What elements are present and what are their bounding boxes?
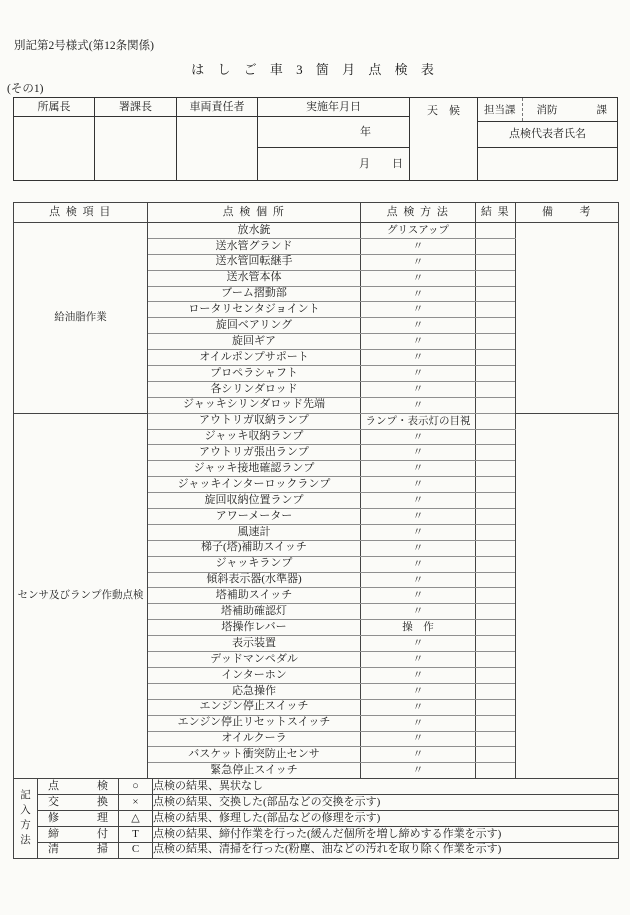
inspection-row	[14, 413, 619, 429]
legend-description: 点検の結果、修理した(部品などの修理を示す)	[153, 810, 619, 826]
page-title: は し ご 車 3 箇 月 点 検 表	[191, 62, 439, 77]
result-cell	[476, 683, 516, 699]
section-value-suffix: 課	[596, 105, 607, 116]
inspection-method: 〃	[361, 286, 476, 302]
legend-symbol-name	[38, 842, 119, 858]
result-cell	[476, 763, 516, 779]
inspection-method: グリスアップ	[361, 223, 476, 239]
inspection-location: 送水管本体	[148, 270, 361, 286]
inspection-method: ランプ・表示灯の目視	[361, 413, 476, 429]
inspection-location: アウトリガ収納ランプ	[148, 413, 361, 429]
inspection-method: 〃	[361, 238, 476, 254]
result-cell	[476, 429, 516, 445]
result-cell	[476, 652, 516, 668]
inspection-method: 〃	[361, 334, 476, 350]
result-cell	[476, 223, 516, 239]
vehicle-manager-label: 車両責任者	[177, 98, 257, 117]
legend-symbol-name	[38, 826, 119, 842]
inspection-table-header-row	[14, 203, 619, 223]
result-cell	[476, 493, 516, 509]
legend-side-label: 記 入 方 法	[14, 779, 38, 858]
inspection-method: 〃	[361, 397, 476, 413]
legend-label-right: 検	[97, 779, 108, 792]
result-cell	[476, 477, 516, 493]
inspector-name-entry-cell	[478, 148, 617, 180]
inspection-method: 〃	[361, 445, 476, 461]
inspection-method: 〃	[361, 477, 476, 493]
inspection-location: 放水銃	[148, 223, 361, 239]
result-cell	[476, 699, 516, 715]
remarks-cell	[516, 223, 619, 414]
inspection-location: ジャッキ接地確認ランプ	[148, 461, 361, 477]
month-day-cell: 月 日	[359, 158, 403, 170]
inspection-location: 塔補助確認灯	[148, 604, 361, 620]
vehicle-manager-column	[177, 98, 258, 180]
result-cell	[476, 445, 516, 461]
inspection-method: 〃	[361, 747, 476, 763]
inspection-location: 旋回ベアリング	[148, 318, 361, 334]
inspection-location: 緊急停止スイッチ	[148, 763, 361, 779]
inspection-location: ジャッキ収納ランプ	[148, 429, 361, 445]
inspection-location: ジャッキランプ	[148, 556, 361, 572]
station-section-chief-signature-cell	[95, 117, 176, 180]
legend-symbol: △	[119, 810, 153, 826]
result-cell	[476, 588, 516, 604]
category-cell: 給油脂作業	[14, 223, 148, 414]
inspection-method: 〃	[361, 509, 476, 525]
legend-description: 点検の結果、交換した(部品などの交換を示す)	[153, 795, 619, 811]
legend-row	[14, 810, 619, 826]
result-cell	[476, 397, 516, 413]
legend-row	[14, 795, 619, 811]
weather-label: 天 候	[427, 105, 460, 117]
result-cell	[476, 524, 516, 540]
legend-label-left: 点	[48, 779, 59, 792]
inspection-location: ブーム摺動部	[148, 286, 361, 302]
inspection-location: ロータリセンタジョイント	[148, 302, 361, 318]
implementation-date-label: 実施年月日	[258, 98, 409, 117]
inspection-location: 応急操作	[148, 683, 361, 699]
inspection-method: 〃	[361, 683, 476, 699]
inspection-location: エンジン停止スイッチ	[148, 699, 361, 715]
section-row	[478, 98, 617, 122]
inspection-method: 〃	[361, 636, 476, 652]
result-cell	[476, 636, 516, 652]
legend-label-right: 理	[97, 811, 108, 824]
inspection-method: 〃	[361, 350, 476, 366]
inspection-method: 〃	[361, 715, 476, 731]
legend-symbol-name	[38, 795, 119, 811]
weather-column	[410, 98, 478, 180]
inspection-table	[13, 202, 619, 779]
result-cell	[476, 318, 516, 334]
inspection-location: ジャッキインターロックランプ	[148, 477, 361, 493]
legend-label-right: 掃	[97, 843, 108, 856]
result-cell	[476, 270, 516, 286]
inspection-method: 〃	[361, 652, 476, 668]
inspection-location: 塔操作レバー	[148, 620, 361, 636]
inspection-method: 〃	[361, 318, 476, 334]
inspection-method: 〃	[361, 588, 476, 604]
inspection-location: アワーメーター	[148, 509, 361, 525]
inspection-location: 塔補助スイッチ	[148, 588, 361, 604]
inspection-location: 旋回収納位置ランプ	[148, 493, 361, 509]
legend-symbol: C	[119, 842, 153, 858]
inspection-method: 〃	[361, 556, 476, 572]
inspection-location: 送水管グランド	[148, 238, 361, 254]
inspection-method: 〃	[361, 572, 476, 588]
inspection-method: 〃	[361, 270, 476, 286]
weather-entry-cell	[410, 118, 477, 180]
legend-label-left: 修	[48, 811, 59, 824]
legend-description: 点検の結果、締付作業を行った(緩んだ個所を増し締めする作業を示す)	[153, 826, 619, 842]
inspection-method: 〃	[361, 667, 476, 683]
inspection-method: 〃	[361, 254, 476, 270]
inspection-location: 旋回ギア	[148, 334, 361, 350]
form-part-label: (その1)	[7, 83, 44, 95]
legend-symbol: ○	[119, 779, 153, 795]
legend-description: 点検の結果、異状なし	[153, 779, 619, 795]
station-section-chief-column	[95, 98, 177, 180]
inspection-method: 〃	[361, 731, 476, 747]
inspection-location: エンジン停止リセットスイッチ	[148, 715, 361, 731]
section-value-prefix: 消防	[536, 105, 558, 116]
result-cell	[476, 540, 516, 556]
legend-row	[14, 842, 619, 858]
inspection-location: 送水管回転継手	[148, 254, 361, 270]
result-cell	[476, 667, 516, 683]
result-cell	[476, 238, 516, 254]
result-cell	[476, 747, 516, 763]
result-cell	[476, 572, 516, 588]
inspection-location: ジャッキシリンダロッド先端	[148, 397, 361, 413]
vehicle-manager-signature-cell	[177, 117, 257, 180]
result-cell	[476, 366, 516, 382]
result-cell	[476, 715, 516, 731]
result-cell	[476, 461, 516, 477]
inspection-method: 〃	[361, 381, 476, 397]
result-cell	[476, 509, 516, 525]
inspection-location: デッドマンペダル	[148, 652, 361, 668]
affiliation-chief-column	[14, 98, 95, 180]
result-cell	[476, 604, 516, 620]
implementation-date-column	[258, 98, 410, 180]
inspection-location: オイルクーラ	[148, 731, 361, 747]
year-cell: 年	[258, 117, 409, 148]
affiliation-chief-label: 所属長	[14, 98, 94, 117]
inspection-method: 〃	[361, 366, 476, 382]
legend-label-right: 換	[97, 795, 108, 808]
section-column	[478, 98, 617, 180]
header-remarks: 備 考	[516, 203, 619, 223]
inspector-name-label: 点検代表者氏名	[478, 122, 617, 148]
legend-symbol-name	[38, 779, 119, 795]
inspection-location: 各シリンダロッド	[148, 381, 361, 397]
inspection-method: 操 作	[361, 620, 476, 636]
result-cell	[476, 381, 516, 397]
legend-description: 点検の結果、清掃を行った(粉塵、油などの汚れを取り除く作業を示す)	[153, 842, 619, 858]
legend-table	[13, 778, 619, 858]
inspection-location: バスケット衝突防止センサ	[148, 747, 361, 763]
inspection-location: インターホン	[148, 667, 361, 683]
header-method: 点 検 方 法	[361, 203, 476, 223]
station-section-chief-label: 署課長	[95, 98, 176, 117]
inspection-method: 〃	[361, 763, 476, 779]
inspection-method: 〃	[361, 461, 476, 477]
result-cell	[476, 254, 516, 270]
section-label: 担当課	[484, 105, 516, 116]
result-cell	[476, 731, 516, 747]
inspection-location: 表示装置	[148, 636, 361, 652]
inspection-method: 〃	[361, 524, 476, 540]
inspection-location: アウトリガ張出ランプ	[148, 445, 361, 461]
inspection-method: 〃	[361, 604, 476, 620]
header-location: 点 検 個 所	[148, 203, 361, 223]
result-cell	[476, 413, 516, 429]
header-result: 結 果	[476, 203, 516, 223]
result-cell	[476, 556, 516, 572]
legend-row	[14, 826, 619, 842]
result-cell	[476, 334, 516, 350]
result-cell	[476, 620, 516, 636]
inspection-method: 〃	[361, 699, 476, 715]
inspection-location: オイルポンプサポート	[148, 350, 361, 366]
inspection-method: 〃	[361, 493, 476, 509]
legend-symbol-name	[38, 810, 119, 826]
inspection-location: 傾斜表示器(水準器)	[148, 572, 361, 588]
legend-label-right: 付	[97, 827, 108, 840]
inspection-method: 〃	[361, 540, 476, 556]
result-cell	[476, 350, 516, 366]
result-cell	[476, 302, 516, 318]
affiliation-chief-signature-cell	[14, 117, 94, 180]
inspection-location: 風速計	[148, 524, 361, 540]
inspection-row	[14, 223, 619, 239]
category-cell: センサ及びランプ作動点検	[14, 413, 148, 778]
header-item: 点 検 項 目	[14, 203, 148, 223]
legend-symbol: ×	[119, 795, 153, 811]
legend-symbol: T	[119, 826, 153, 842]
inspection-method: 〃	[361, 302, 476, 318]
result-cell	[476, 286, 516, 302]
legend-row	[14, 779, 619, 795]
inspection-method: 〃	[361, 429, 476, 445]
legend-label-left: 交	[48, 795, 59, 808]
approval-header-table	[13, 97, 618, 181]
inspection-location: 梯子(塔)補助スイッチ	[148, 540, 361, 556]
form-reference: 別記第2号様式(第12条関係)	[14, 40, 154, 52]
legend-label-left: 締	[48, 827, 59, 840]
remarks-cell	[516, 413, 619, 778]
legend-label-left: 清	[48, 843, 59, 856]
inspection-location: プロペラシャフト	[148, 366, 361, 382]
